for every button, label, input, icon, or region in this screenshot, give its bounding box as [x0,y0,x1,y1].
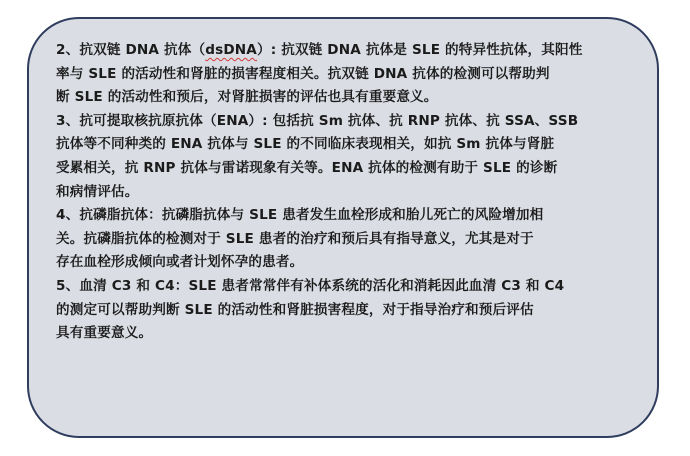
paragraph-anti-dsdna-body: ）: 抗双链 DNA 抗体是 SLE 的特异性抗体，其阳性 率与 SLE 的活动性和肾脏的损害程度相关。抗双链 DNA 抗体的检测可以帮助判 断 SLE 的活动性和预后，对肾脏损害的评估也具有重要意义。 [56,42,583,106]
paragraph-complement-c3-c4: 5、血清 C3 和 C4：SLE 患者常常伴有补体系统的活化和消耗因此血清 C3 和 C4 的测定可以帮助判断 SLE 的活动性和肾脏损害程度，对于指导治疗和预后评估 具有重要意义。 [56,277,565,342]
paragraph-anti-ena: 3、抗可提取核抗原抗体（ENA）: 包括抗 Sm 抗体、抗 RNP 抗体、抗 SSA、SSB 抗体等不同种类的 ENA 抗体与 SLE 的不同临床表现相关，如抗 Sm 抗体与肾脏 受累相关，抗 RNP 抗体与雷诺现象有关等。ENA 抗体的检测有助于 SLE 的诊断 和病情评估。 [56,112,579,200]
paragraph-anti-dsdna-lead: 2、抗双链 DNA 抗体（ [56,42,206,58]
paragraph-antiphospholipid: 4、抗磷脂抗体：抗磷脂抗体与 SLE 患者发生血栓形成和胎儿死亡的风险增加相 关。抗磷脂抗体的检测对于 SLE 患者的治疗和预后具有指导意义，尤其是对于 存在血栓形成倾向或者计划怀孕的患者。 [56,207,544,271]
card-content [56,39,646,346]
spellcheck-flagged-word: dsDNA [205,42,257,58]
paragraph-anti-dsdna [56,39,646,110]
